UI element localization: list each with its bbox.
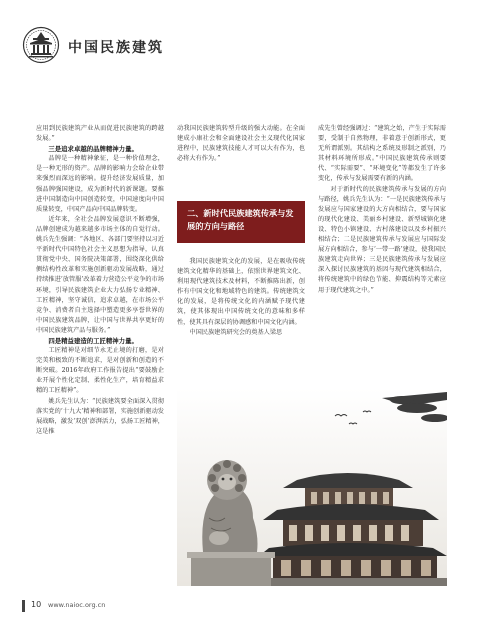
- association-logo-icon: [22, 26, 60, 64]
- page-number: 10: [31, 600, 42, 609]
- column-left: [36, 124, 164, 437]
- paragraph: 应用到民族建筑产业从而促进民族建筑的跨越发展。”: [36, 125, 164, 143]
- page-header: [22, 26, 322, 66]
- paragraph: 中国民族建筑研究会的奠基人梁思: [189, 328, 283, 336]
- paragraph: 我国民族建筑文化的发展，是在吸收传统建筑文化精华的基础上，依照世界建筑文化、利用现代建筑技术及材料，不断推陈出新，创作有中国文化和地域特色的建筑。传统建筑文化的发展，是将传统文化的内涵赋予现代建筑，使其体现出中国传统文化的意味和多样性，使其具有深层的协调感和中国文化内涵。: [177, 258, 305, 326]
- architecture-photo: [177, 388, 447, 586]
- subheading: 三是追求卓越的品牌精神力量。: [48, 145, 138, 154]
- brand-name: 中国民族建筑: [68, 40, 164, 56]
- subheading: 四是精益建造的工匠精神力量。: [48, 336, 138, 345]
- paragraph: 成先生曾经强调过：“建筑之始，产生于实际需要，受制于自然物理，非着意于创新形式，更无所谓派别。其结构之系统及形制之派别，乃其材料环境所形成。”中国民族建筑传承则要代、“实际需要”、“环境变化”等都发生了许多变化，传承与发展需要有新的内涵。: [318, 125, 446, 183]
- paragraph: 动我国民族建筑转型升级的强大动能。在全面建成小康社会和全面建设社会主义现代化国家进程中，民族建筑技能人才可以大有作为，也必将大有作为。”: [177, 125, 305, 163]
- section-heading: 二、新时代民族建筑传承与发展的方向与路径: [187, 208, 294, 231]
- section-heading-box: [177, 201, 305, 243]
- paragraph: 姚兵先生认为：“民族建筑要全面深入贯彻落实党的‘十九大’精神和部署，实施创新驱动发展战略，激发‘双创’澎湃活力，弘扬工匠精神，这是推: [36, 397, 164, 435]
- column-right: [318, 124, 446, 296]
- website-url: www.naioc.org.cn: [48, 601, 106, 609]
- footer-bar: [22, 600, 25, 612]
- paragraph: 对于新时代的民族建筑传承与发展的方向与路径，姚兵先生认为：“一是民族建筑传承与发展应与国家建设的大方向相结合，要与国家的现代化建设、美丽乡村建设、新型城镇化建设、特色小镇建设、古村落建设以及乡村振兴相结合；二是民族建筑传承与发展应与国际发展方向相结合，参与‘一带一路’建设，使我国民族建筑走向世界；三是民族建筑传承与发展应深入探讨民族建筑的基因与现代建筑相结合，将传统建筑中的绿色节能、抑震结构等元素应用于现代建筑之中。”: [318, 185, 446, 294]
- column-middle-top: [177, 124, 305, 164]
- column-middle-bottom: [177, 257, 305, 338]
- page-footer: [22, 600, 222, 614]
- paragraph: 工匠精神是对细节永无止境的打磨，是对完美和极致的不断追求，是对创新和创造的不断突破。2016年政府工作报告提出“要鼓励企业开展个性化定制、柔性化生产，培育精益求精的工匠精神”。: [36, 347, 164, 395]
- paragraph: 近年来，全社会品牌发展意识不断增强，品牌创建成为越来越多市场主体的自觉行动。姚兵先生强调：“各地区、各部门要坚持以习近平新时代中国特色社会主义思想为指导，认真贯彻党中央、国务院决策部署，围绕深化供给侧结构性改革和实施创新驱动发展战略，通过持续推进‘放管服’改革着力营造公平竞争的市场环境，引导民族建筑企业大力弘扬专业精神、工匠精神，坚守诚信，追求卓越，在市场公平竞争、消费者自主选择中塑造更多享誉世界的中国民族建筑品牌，让中国与世界共享更好的中国民族建筑产品与服务。”: [36, 215, 164, 334]
- paragraph: 品牌是一种精神象征，是一种价值理念，是一种无形的资产。品牌的影响力会给企业带来强烈而深远的影响。提升经济发展质量，加强品牌强国建设，成为新时代的新课题。要推进中国制造向中国创造转变，中国速度向中国质量转变，中国产品向中国品牌转变。: [36, 155, 164, 213]
